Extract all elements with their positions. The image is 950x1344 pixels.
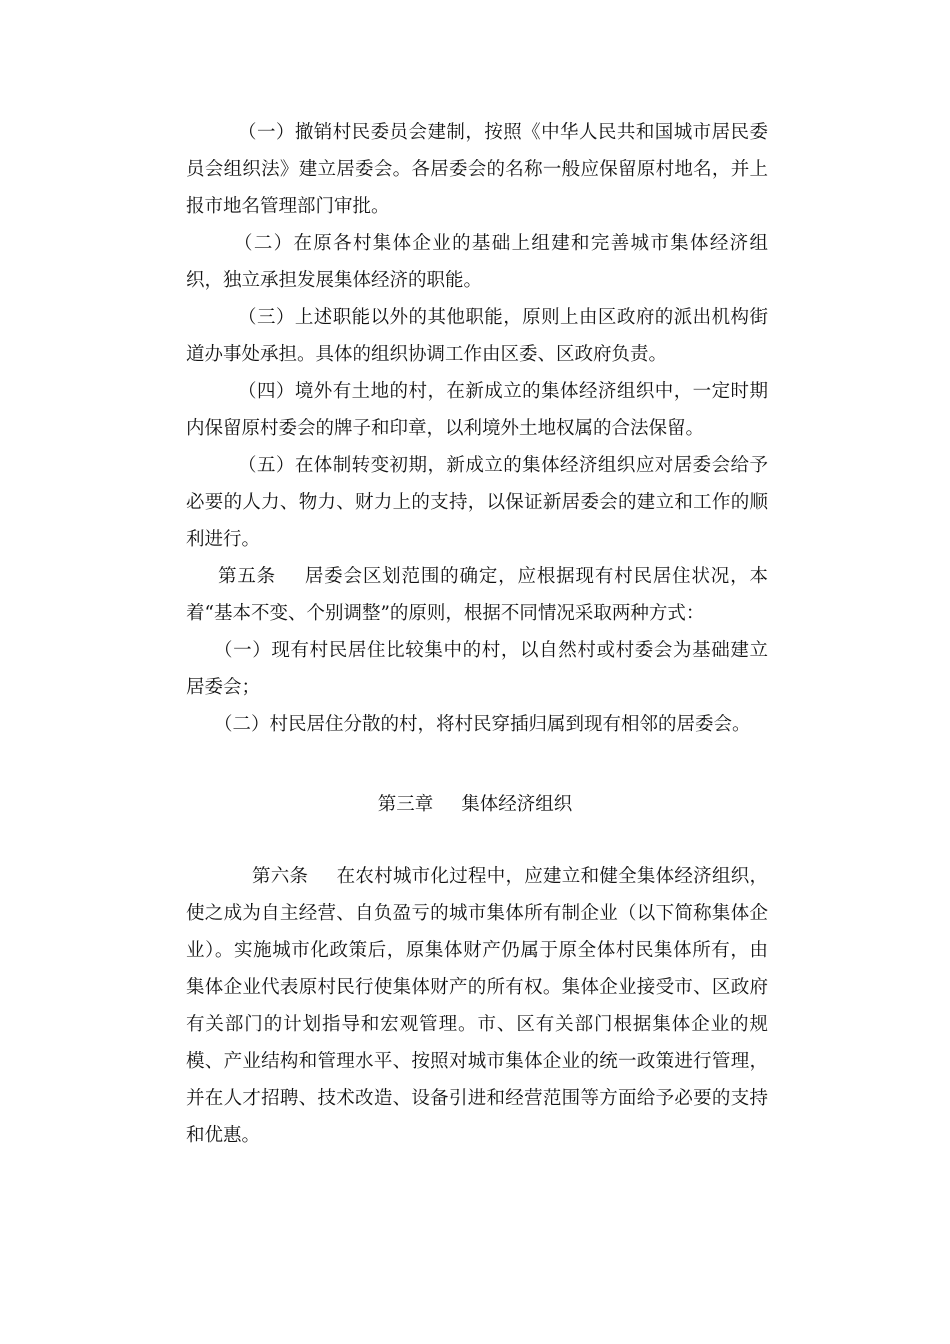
paragraph-item-1: （一）撤销村民委员会建制，按照《中华人民共和国城市居民委员会组织法》建立居委会。各居委会的名称一般应保留原村地名，并上报市地名管理部门审批。 — [186, 122, 768, 217]
article-6 — [186, 858, 768, 1154]
chapter-heading — [0, 786, 950, 823]
article-5-label: 第五条 — [218, 566, 276, 587]
paragraph-item-2: （二）在原各村集体企业的基础上组建和完善城市集体经济组织，独立承担发展集体经济的职能。 — [186, 233, 768, 291]
article-5-text: 居委会区划范围的确定，应根据现有村民居住状况，本着“基本不变、个别调整”的原则，根据不同情况采取两种方式： — [186, 566, 768, 624]
article-5-item-1: （一）现有村民居住比较集中的村，以自然村或村委会为基础建立居委会； — [186, 640, 768, 698]
article-6-text: 在农村城市化过程中，应建立和健全集体经济组织，使之成为自主经营、自负盈亏的城市集体所有制企业（以下简称集体企业）。实施城市化政策后，原集体财产仍属于原全体村民集体所有，由集体企业代表原村民行使集体财产的所有权。集体企业接受市、区政府有关部门的计划指导和宏观管理。市、区有关部门根据集体企业的规模、产业结构和管理水平、按照对城市集体企业的统一政策进行管理，并在人才招聘、技术改造、设备引进和经营范围等方面给予必要的支持和优惠。 — [186, 866, 768, 1146]
chapter-title: 集体经济组织 — [461, 794, 573, 815]
article-5 — [186, 558, 768, 632]
paragraph-item-5: （五）在体制转变初期，新成立的集体经济组织应对居委会给予必要的人力、物力、财力上的支持，以保证新居委会的建立和工作的顺利进行。 — [186, 455, 768, 550]
article-6-label: 第六条 — [252, 866, 309, 887]
paragraph-item-4: （四）境外有土地的村，在新成立的集体经济组织中，一定时期内保留原村委会的牌子和印章，以利境外土地权属的合法保留。 — [186, 381, 768, 439]
chapter-number: 第三章 — [377, 794, 434, 815]
article-5-item-2: （二）村民居住分散的村，将村民穿插归属到现有相邻的居委会。 — [214, 714, 751, 735]
paragraph-item-3: （三）上述职能以外的其他职能，原则上由区政府的派出机构街道办事处承担。具体的组织协调工作由区委、区政府负责。 — [186, 307, 768, 365]
